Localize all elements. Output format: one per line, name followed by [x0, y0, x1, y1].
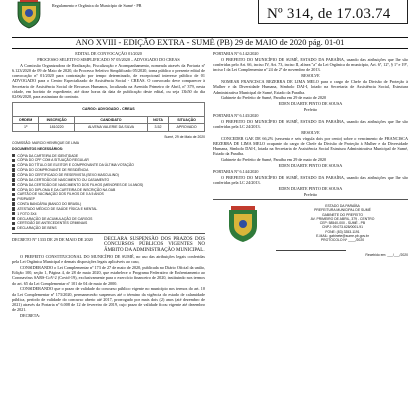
date-line: Sumé, 29 de Maio de 2020 — [164, 134, 205, 139]
list-item — [12, 212, 205, 216]
decreto-title: DECRETO Nº 1333 DE 29 DE MAIO DE 2020 — [12, 236, 93, 242]
received-line: Recebido em: ___/___/2020 — [365, 253, 408, 257]
portaria-paragraph: Gabinete do Prefeito de Sumé, Paraíba em 29 de maio de 2020 — [221, 95, 327, 101]
checkbox-icon — [12, 188, 15, 191]
checklist-label: CONTA BANCÁRIA (BANCO DO BRASIL) — [17, 202, 82, 207]
table-cell: APROVADO — [169, 124, 205, 131]
table-header: INSCRIÇÃO — [39, 116, 75, 123]
right-column — [213, 51, 408, 259]
protocol-text — [273, 204, 408, 244]
portaria-resolve: RESOLVE — [301, 73, 320, 79]
divider — [213, 199, 408, 200]
protocol-line: CNPJ: 09.073.628/0001-91 — [321, 225, 364, 230]
portaria-title: PORTARIA Nº 6.142/2020 — [213, 51, 259, 56]
portaria-title: PORTARIA Nº 6.143/2020 — [213, 112, 259, 118]
checkbox-icon — [12, 202, 15, 205]
table-row — [13, 124, 205, 131]
checkbox-icon — [12, 222, 15, 225]
checklist-label: CÓPIA DO COMPROVANTE DE RESIDÊNCIA — [17, 168, 89, 173]
list-item — [12, 173, 205, 177]
checklist-label: DECLARAÇÃO DE ACUMULAÇÃO DE CARGOS — [17, 216, 93, 221]
results-table — [12, 102, 205, 131]
list-item — [12, 178, 205, 182]
checklist-label: PIS/PASEP — [17, 197, 35, 202]
checkbox-icon — [12, 154, 15, 157]
checkbox-icon — [12, 183, 15, 186]
checkbox-icon — [12, 198, 15, 201]
protocol-line: PROTOCOLO Nº ____/2020 — [320, 238, 365, 242]
portaria-paragraph: O PREFEITO DO MUNICÍPIO DE SUMÉ, ESTADO DA PARAÍBA, usando das atribuições que lhe são conferidas pelo Art. 66, inciso IV, Art. 73, inciso II, alínea "a" da Lei Orgânica do município, Art. 6º, 12º, § 1º e 19º, inciso I da Lei Complementar nº 24 de 2º de novembro de 2013. — [213, 56, 408, 73]
checklist-label: 1 FOTO 3X4 — [17, 211, 37, 216]
edital-title: EDITAL DE CONVOCAÇÃO 01/2020 — [75, 51, 142, 56]
protocol-line: GABINETE DO PREFEITO — [321, 212, 363, 217]
list-item — [12, 168, 205, 172]
table-cell: ALVENA VALERIE DA SILVA — [75, 124, 148, 131]
table-cell: 3.52 — [147, 124, 168, 131]
table-header: ORDEM — [13, 116, 39, 123]
protocol-line: FONE: (83) 3353-1191 — [325, 229, 360, 234]
table-header: NOTA — [147, 116, 168, 123]
documents-checklist — [12, 154, 205, 231]
portaria-resolve: RESOLVE — [301, 129, 320, 135]
checkbox-icon — [12, 193, 15, 196]
checkbox-icon — [12, 164, 15, 167]
portaria-role: Prefeito — [303, 191, 318, 197]
decreto-paragraph: O PREFEITO CONSTITUCIONAL DO MUNICÍPIO DE SUMÉ, no uso das atribuições legais conferidas pela Lei Orgânica Municipal e demais disposições legais aplicáveis ao caso, — [12, 253, 205, 265]
commission-line: COMISSÃO: MARCIO HENRIQUE DE LIMA — [12, 141, 80, 146]
decreto-ementa: DECLARA SUSPENSÃO DOS PRAZOS DOS CONCURSOS PÚBLICOS VIGENTES NO ÂMBITO DA ADMINISTRAÇÃO MUNICIPAL. — [104, 236, 205, 254]
checkbox-icon — [12, 159, 15, 162]
portaria-paragraph: CONCEDER GAE DE 66,2% (sessenta e seis vírgula dois por cento) sobre o vencimento de FRANCISCA BEZERRA DE LIMA MELO ocupante do cargo de Chefe da Divisão de Proteção à Mulher e da Diversidade Humana, Símbolo DAI-I, lotada na Secretaria de Assistência Social Estrutura Administrativa Municipal de Sumé, Estado da Paraíba. — [213, 135, 408, 157]
checklist-label: CÓPIA DO CPF COM A SITUAÇÃO REGULAR — [17, 158, 89, 163]
issue-box — [258, 0, 408, 24]
decreto-paragraph: CONSIDERANDO o Lei Complementar nº 173 de 27 de maio de 2020, publicada no Diário Oficial da união, Edição 100, seção 1, Página 4, de 28 de maio 2020, que estabelece o Programa Federativo de Enfrentamento ao Coronavírus SARS-CoV-2 (Covid-19), exclusivamente para o exercício financeiro de 2020, instituindo nos termos do art. 65 da Lei Complementar nº 101 de 04 de maio de 2000. — [12, 264, 205, 286]
checklist-label: CÓPIA DO DIPLOMA E DA CARTEIRA DE INSCRIÇÃO NA OAB — [17, 187, 116, 192]
list-item — [12, 226, 205, 230]
portaria-title: PORTARIA Nº 6.144/2020 — [213, 168, 259, 174]
list-item — [12, 197, 205, 201]
decreto-decreta: DECRETA: — [20, 313, 41, 319]
checklist-label: DECLARAÇÃO DE BENS — [17, 226, 57, 231]
portaria-signature: EDEN DUARTE PINTO DE SOUSA — [278, 163, 343, 169]
checkbox-icon — [12, 207, 15, 210]
checklist-label: CÓPIA DA CERTIDÃO DE NASCIMENTO OU CASAMENTO — [17, 177, 110, 182]
list-item — [12, 183, 205, 187]
portaria-paragraph: NOMEAR FRANCISCA BEZERRA DE LIMA MELO para o cargo de Chefe da Divisão de Proteção à Mulher e da Diversidade Humana, Símbolo DAI-I, lotado na Secretaria de Assistência Social, Estrutura Administrativa Municipal de Sumé, Estado da Paraíba. — [213, 79, 408, 95]
decreto-header — [12, 237, 205, 254]
signature-line — [276, 250, 346, 251]
checkbox-icon — [12, 212, 15, 215]
list-item — [12, 207, 205, 211]
portaria-signature: EDEN DUARTE PINTO DE SOUSA — [278, 185, 343, 191]
checkbox-icon — [12, 217, 15, 220]
decreto-paragraph: CONSIDERANDO que o prazo de validade do concurso público vigente no município nos termos do art. 10 da Lei Complementar nº 173/2020, permanecerão suspensos até o término da vigência do estado de calamidade pública, período de validade do concurso aberto até 2017, prorrogado por mais dois (2) anos (até dezembro de 2021) através da Portaria nº 6.008 de 12 de fevereiro de 2019, cujo prazo de validade ficou vigente até dezembro de 2021. — [12, 286, 205, 313]
protocol-line: ESTADO DA PARAÍBA — [325, 204, 360, 208]
checklist-label: CÓPIA DA CERTIDÃO DE NASCIMENTO DOS FILHOS (MENORES DE 14 ANOS) — [17, 182, 144, 187]
prefeitura-logo-icon — [213, 204, 273, 244]
table-header: CANDIDATO — [75, 116, 148, 123]
portaria-signature: EDEN DUARTE PINTO DE SOUSA — [278, 101, 343, 107]
checklist-label: CÓPIA DO CERTIFICADO DE RESERVISTA (SEXO MASCULINO) — [17, 173, 119, 178]
protocol-stamp — [213, 204, 408, 244]
page-header — [0, 0, 420, 40]
checklist-label: ATESTADO MÉDICO DE SAÚDE FÍSICA E MENTAL — [17, 206, 98, 211]
checklist-label: CARTÃO DE VACINAÇÃO DOS FILHOS DE 0 A 5 ANOS — [17, 192, 104, 197]
edition-banner: ANO XVIII - EDIÇÃO EXTRA - SUMÉ (PB) 29 de MAIO de 2020 pág. 01-01 — [12, 37, 408, 49]
divider — [12, 233, 205, 234]
municipal-crest-icon — [12, 0, 46, 30]
protocol-line: PREFEITURA MUNICIPAL DE SUMÉ — [314, 208, 371, 213]
edital-subtitle: PROCESSO SELETIVO SIMPLIFICADO Nº 05/2020 – ADVOGADO DO CREAS — [37, 56, 180, 62]
edital-body: A Comissão Organizadora de Realização, Fiscalização e Acompanhamento, nomeada através da Portaria nº 6.123/2020 de 09 de Maio de 2020, do Processo Seletivo Simplificado 05/2020, torna público o presente edital de convocação nº 01/2020 para contratação por tempo determinado, de excepcional interesse público de 01 ADVOGADO para o Centro Especializado de Assistência Social - CREAS. O convocado deve comparecer à Secretaria de Assistência Social de Recursos Humanos, localizada na Avenida Primeiro de Abril, nº 379, nesta cidade, em horário de expediente, até doze horas da data de publicação deste edital, ou seja 13h50 do dia 02/06/2020, para assinatura do contrato. — [12, 62, 205, 100]
protocol-line: E-MAIL: gabinete@sume.pb.gov.br — [316, 233, 369, 238]
checklist-label: CÓPIA DO TÍTULO DE ELEITOR E COMPROVANTE DA ÚLTIMA VOTAÇÃO — [17, 163, 134, 168]
checklist-title: DOCUMENTOS NECESSÁRIOS: — [12, 147, 64, 152]
cargo-cell: CARGO: ADVOGADO - CREAS — [13, 103, 205, 116]
checklist-label: CÓPIA DA CARTEIRA DE IDENTIDADE — [17, 153, 79, 158]
portaria-role: Prefeito — [303, 107, 318, 113]
list-item — [12, 192, 205, 196]
checkbox-icon — [12, 168, 15, 171]
checkbox-icon — [12, 227, 15, 230]
table-header: SITUAÇÃO — [169, 116, 205, 123]
left-column — [12, 51, 205, 319]
protocol-line: CEP: 58540-000 - SUMÉ - PB — [319, 221, 366, 225]
portaria-paragraph: O PREFEITO DO MUNICÍPIO DE SUMÉ, ESTADO DA PARAÍBA, usando das atribuições que lhe são conferidas pela LC 24/2013. — [213, 118, 408, 129]
table-cell: 1810220 — [39, 124, 75, 131]
issue-number: Nº 314, de 17.03.74 — [267, 6, 391, 22]
portaria-paragraph: Gabinete do Prefeito de Sumé, Paraíba em 29 de maio de 2020 — [221, 157, 327, 163]
list-item — [12, 202, 205, 206]
registration-text: Regulamento e Orgânica do Município de Sumé - PB — [52, 3, 142, 8]
checkbox-icon — [12, 173, 15, 176]
checklist-label: CERTIDÃO DE ANTECEDENTES CRIMINAIS — [17, 221, 88, 226]
checkbox-icon — [12, 178, 15, 181]
portaria-paragraph: O PREFEITO DO MUNICÍPIO DE SUMÉ, ESTADO DA PARAÍBA, usando das atribuições que lhe são conferidas pela LC 24/2013. — [213, 174, 408, 186]
list-item — [12, 163, 205, 167]
table-cell: 1º — [13, 124, 39, 131]
protocol-line: AV. PRIMEIRO DE ABRIL, 379 - CENTRO — [310, 216, 375, 221]
